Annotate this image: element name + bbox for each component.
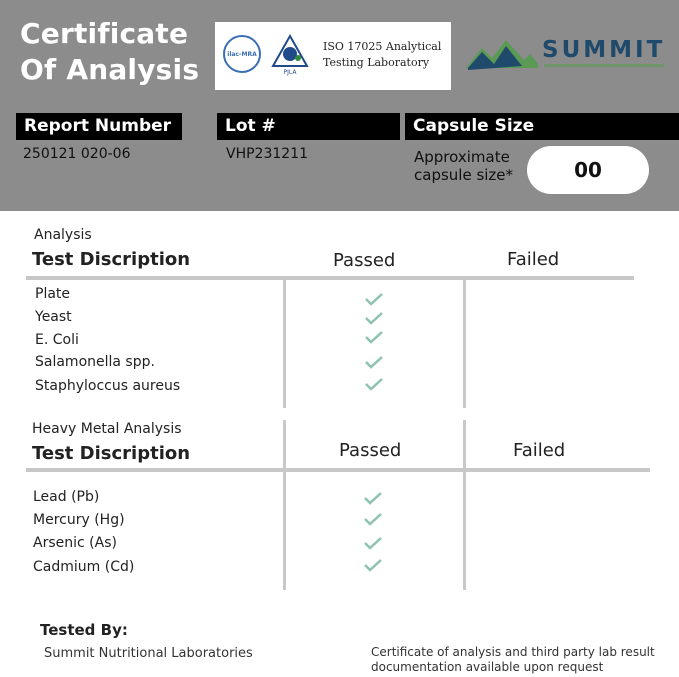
passed-check-icon <box>363 558 383 572</box>
brand-tagline-bar <box>544 64 664 67</box>
report-number-value: 250121 020-06 <box>23 146 131 162</box>
passed-check-icon <box>363 536 383 550</box>
heavy-metal-col-divider-2 <box>463 472 466 590</box>
capsule-note-line-2: capsule size* <box>414 166 514 184</box>
heavy-metal-head-divider-2 <box>463 420 466 468</box>
capsule-note <box>414 148 513 184</box>
title-line-1: Certificate <box>20 17 189 50</box>
passed-check-icon <box>364 355 384 369</box>
passed-check-icon <box>363 491 383 505</box>
analysis-item: E. Coli <box>35 332 79 348</box>
accreditation-line-2: Testing Laboratory <box>323 56 430 69</box>
accreditation-text <box>323 39 449 71</box>
lab-name: Summit Nutritional Laboratories <box>44 646 253 661</box>
capsule-size-label: Capsule Size <box>405 113 679 140</box>
heavy-metal-col-test: Test Discription <box>32 443 191 464</box>
report-number-label: Report Number <box>16 113 182 140</box>
heavy-metal-item: Mercury (Hg) <box>33 512 125 528</box>
ilac-mra-seal-icon: ilac-MRA <box>223 35 261 73</box>
passed-check-icon <box>364 292 384 306</box>
analysis-col-passed: Passed <box>333 250 396 271</box>
accreditation-line-1: ISO 17025 Analytical <box>323 40 442 53</box>
passed-check-icon <box>364 377 384 391</box>
capsule-size-value: 00 <box>527 146 649 194</box>
heavy-metal-col-failed: Failed <box>513 440 566 461</box>
analysis-col-divider-1 <box>283 280 286 408</box>
heavy-metal-col-divider-1 <box>283 472 286 590</box>
heavy-metal-head-divider-1 <box>283 420 286 468</box>
documentation-note-line-1: Certificate of analysis and third party lab result <box>371 645 655 659</box>
title-line-2: Of Analysis <box>20 53 200 86</box>
pjla-seal-label: PJLA <box>283 69 297 76</box>
analysis-item: Salamonella spp. <box>35 354 155 370</box>
heavy-metal-section-label: Heavy Metal Analysis <box>32 421 182 437</box>
tested-by-label: Tested By: <box>40 621 128 639</box>
passed-check-icon <box>363 512 383 526</box>
analysis-col-test: Test Discription <box>32 249 191 270</box>
lot-value: VHP231211 <box>226 146 308 162</box>
heavy-metal-col-passed: Passed <box>339 440 402 461</box>
analysis-col-divider-2 <box>463 280 466 408</box>
passed-check-icon <box>364 311 384 325</box>
analysis-item: Staphyloccus aureus <box>35 378 181 394</box>
analysis-col-failed: Failed <box>507 249 560 270</box>
analysis-section-label: Analysis <box>34 227 92 243</box>
brand-name: SUMMIT <box>542 37 666 63</box>
analysis-item: Yeast <box>35 309 72 325</box>
passed-check-icon <box>364 330 384 344</box>
heavy-metal-header-divider <box>26 468 650 472</box>
pjla-seal-icon <box>269 32 311 78</box>
heavy-metal-item: Lead (Pb) <box>33 489 100 505</box>
analysis-header-divider <box>26 276 634 280</box>
accreditation-box <box>215 22 451 90</box>
documentation-note-line-2: documentation available upon request <box>371 660 604 674</box>
lot-label: Lot # <box>217 113 400 140</box>
heavy-metal-item: Cadmium (Cd) <box>33 559 135 575</box>
analysis-item: Plate <box>35 286 71 302</box>
page-title <box>20 16 199 88</box>
capsule-note-line-1: Approximate <box>414 148 510 166</box>
mountain-logo-icon <box>466 34 538 74</box>
documentation-note <box>371 645 677 675</box>
heavy-metal-item: Arsenic (As) <box>33 535 117 551</box>
summit-logo <box>466 34 671 74</box>
